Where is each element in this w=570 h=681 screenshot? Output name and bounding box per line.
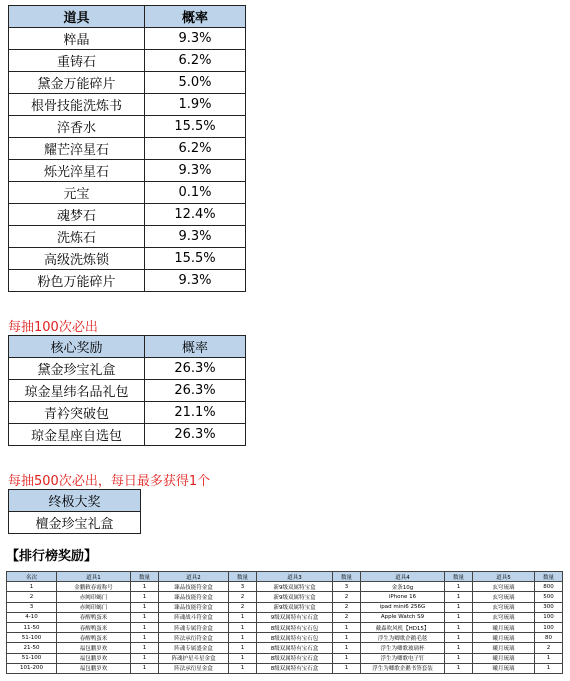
table-cell: 粉色万能碎片: [9, 270, 145, 292]
table-cell: 臻品技能符金盒: [159, 582, 229, 592]
table-cell: 1: [7, 582, 57, 592]
core-reward-table-body: [9, 358, 246, 446]
table-cell: 15.5%: [145, 248, 246, 270]
table-cell: 金鹏敕春霞称号: [57, 582, 131, 592]
table-cell: 21-50: [7, 643, 57, 653]
table-row: [9, 72, 246, 94]
table-cell: 1: [229, 612, 257, 622]
table-cell: 500: [535, 592, 563, 602]
rank-header-cell: 数量: [535, 572, 563, 582]
table-row: [9, 270, 246, 292]
table-cell: 1: [131, 612, 159, 622]
table-cell: 根骨技能洗炼书: [9, 94, 145, 116]
ultimate-prize-value: 檀金珍宝礼盒: [9, 512, 141, 534]
table-cell: 阵魂护星斗星金盒: [159, 653, 229, 663]
table-cell: 臻品技能符金盒: [159, 602, 229, 612]
rank-header-cell: 数量: [445, 572, 473, 582]
table-cell: 1: [131, 622, 159, 632]
table-row: [9, 380, 246, 402]
table-cell: 26.3%: [145, 424, 246, 446]
rank-header-row: [7, 572, 563, 582]
table-cell: 玄穹琉璃: [473, 612, 535, 622]
table-cell: 浮生为卿歌电子钉: [361, 653, 445, 663]
table-cell: 2: [333, 602, 361, 612]
rank-rewards-table: [6, 571, 563, 674]
table-cell: 26.3%: [145, 380, 246, 402]
table-cell: iPhone 16: [361, 592, 445, 602]
table-cell: 6.2%: [145, 50, 246, 72]
table-cell: 曦月琉璃: [473, 643, 535, 653]
table-row: [7, 612, 563, 622]
table-cell: 8级双属特有宝石包: [257, 622, 333, 632]
table-row: [9, 226, 246, 248]
table-cell: 曦月琉璃: [473, 663, 535, 673]
table-cell: 1: [131, 582, 159, 592]
table-cell: 80: [535, 633, 563, 643]
table-cell: 淬香水: [9, 116, 145, 138]
table-header-row: [9, 336, 246, 358]
table-cell: 玄穹琉璃: [473, 602, 535, 612]
table-cell: 浮生为卿歌企鹅毛毯: [361, 633, 445, 643]
table-cell: 3: [229, 582, 257, 592]
table-cell: 福包鹏岁欢: [57, 643, 131, 653]
table-cell: 黛金珍宝礼盒: [9, 358, 145, 380]
table-row: [9, 28, 246, 50]
core-reward-table: [8, 335, 246, 446]
table-row: [9, 182, 246, 204]
note-100-draws: 每抽100次必出: [8, 320, 98, 335]
table-cell: 2: [229, 592, 257, 602]
table-cell: 阵法承衍星金盒: [159, 663, 229, 673]
table-cell: 1: [131, 643, 159, 653]
rank-header-cell: 名次: [7, 572, 57, 582]
table-cell: 粹晶: [9, 28, 145, 50]
table-cell: 1: [535, 653, 563, 663]
table-row: [9, 512, 141, 534]
table-cell: 8级双属特有宝石包: [257, 633, 333, 643]
table-cell: 1: [131, 633, 159, 643]
table-cell: 新9级双属特宝盒: [257, 582, 333, 592]
table-header-row: [9, 490, 141, 512]
table-cell: 21.1%: [145, 402, 246, 424]
table-cell: 洗炼石: [9, 226, 145, 248]
table-row: [9, 402, 246, 424]
table-cell: 1: [333, 643, 361, 653]
table-row: [7, 653, 563, 663]
rank-table-body: [7, 582, 563, 674]
table-cell: 1: [229, 653, 257, 663]
table-cell: 1: [535, 663, 563, 673]
table-row: [9, 358, 246, 380]
rank-header-cell: 数量: [131, 572, 159, 582]
table-row: [9, 248, 246, 270]
table-cell: 曦月琉璃: [473, 653, 535, 663]
table-cell: 戴森吹风机【HD15】: [361, 622, 445, 632]
table-cell: 5.0%: [145, 72, 246, 94]
table-cell: 8级双属特有宝石盒: [257, 643, 333, 653]
table-cell: 1: [333, 663, 361, 673]
table-cell: 6.2%: [145, 138, 246, 160]
header-item: 道具: [9, 6, 145, 28]
header-core-reward: 核心奖励: [9, 336, 145, 358]
table-cell: 玄穹琉璃: [473, 582, 535, 592]
table-cell: 福包鹏岁欢: [57, 663, 131, 673]
table-cell: 1: [229, 633, 257, 643]
table-row: [9, 160, 246, 182]
rank-rewards-title: 【排行榜奖励】: [6, 549, 98, 564]
table-cell: 1: [229, 643, 257, 653]
table-cell: 曦月琉璃: [473, 622, 535, 632]
table-cell: 春醒鸭蛋米: [57, 612, 131, 622]
rank-header-cell: 道具5: [473, 572, 535, 582]
note-500-draws: 每抽500次必出，每日最多获得1个: [8, 474, 211, 489]
table-cell: 烁光淬星石: [9, 160, 145, 182]
table-cell: 琼金星座自选包: [9, 424, 145, 446]
table-cell: 11-50: [7, 622, 57, 632]
table-row: [9, 138, 246, 160]
table-cell: 100: [535, 622, 563, 632]
table-cell: 赤阙印蝎门: [57, 602, 131, 612]
table-cell: 3: [333, 582, 361, 592]
table-cell: 元宝: [9, 182, 145, 204]
table-row: [7, 592, 563, 602]
table-row: [7, 633, 563, 643]
table-cell: 1: [131, 663, 159, 673]
header-ultimate-prize: 终极大奖: [9, 490, 141, 512]
table-cell: 1: [229, 622, 257, 632]
table-cell: 9.3%: [145, 160, 246, 182]
table-cell: 26.3%: [145, 358, 246, 380]
table-cell: 重铸石: [9, 50, 145, 72]
table-cell: 51-100: [7, 633, 57, 643]
table-cell: 2: [333, 612, 361, 622]
table-cell: 2: [7, 592, 57, 602]
table-row: [9, 50, 246, 72]
table-cell: 8级双属特有宝石盒: [257, 653, 333, 663]
table-cell: 9级双属特有宝石盒: [257, 612, 333, 622]
table-row: [7, 643, 563, 653]
table-cell: 12.4%: [145, 204, 246, 226]
table-cell: 1: [333, 622, 361, 632]
table-cell: 300: [535, 602, 563, 612]
rank-header-cell: 道具2: [159, 572, 229, 582]
table-header-row: [9, 6, 246, 28]
table-cell: 曦月琉璃: [473, 633, 535, 643]
table-cell: 3: [7, 602, 57, 612]
table-cell: 2: [229, 602, 257, 612]
table-cell: 耀芒淬星石: [9, 138, 145, 160]
rank-header-cell: 数量: [333, 572, 361, 582]
rank-header-cell: 道具1: [57, 572, 131, 582]
table-cell: 阵魂专属符金盒: [159, 622, 229, 632]
table-cell: 青衿突破包: [9, 402, 145, 424]
table-cell: 15.5%: [145, 116, 246, 138]
table-cell: 1: [131, 592, 159, 602]
table-cell: 2: [535, 643, 563, 653]
table-cell: 阵魂战斗符金盒: [159, 612, 229, 622]
table-cell: 1: [445, 633, 473, 643]
table-cell: 2: [333, 592, 361, 602]
table-row: [7, 663, 563, 673]
table-cell: ipad mini6 256G: [361, 602, 445, 612]
table-cell: 1: [445, 602, 473, 612]
table-cell: 1: [445, 592, 473, 602]
table-cell: 浮生为卿歌玻璃杯: [361, 643, 445, 653]
ultimate-prize-table: [8, 489, 141, 534]
table-cell: 玄穹琉璃: [473, 592, 535, 602]
header-probability: 概率: [145, 336, 246, 358]
table-cell: 琼金星纬名品礼包: [9, 380, 145, 402]
table-cell: 1: [229, 663, 257, 673]
table-cell: 9.3%: [145, 226, 246, 248]
table-cell: 8级双属特有宝石盒: [257, 663, 333, 673]
table-cell: 1: [333, 653, 361, 663]
table-cell: 新9级双属特宝盒: [257, 592, 333, 602]
table-row: [7, 622, 563, 632]
table-cell: 100: [535, 612, 563, 622]
table-cell: 4-10: [7, 612, 57, 622]
table-cell: 1: [445, 643, 473, 653]
table-cell: 800: [535, 582, 563, 592]
table-cell: 魂梦石: [9, 204, 145, 226]
header-probability: 概率: [145, 6, 246, 28]
table-cell: 1: [131, 602, 159, 612]
table-cell: 1.9%: [145, 94, 246, 116]
table-row: [9, 116, 246, 138]
probability-table-body: [9, 28, 246, 292]
table-cell: 金条10g: [361, 582, 445, 592]
table-cell: 101-200: [7, 663, 57, 673]
table-row: [9, 424, 246, 446]
table-cell: 春醒鸭蛋米: [57, 622, 131, 632]
table-cell: Apple Watch S9: [361, 612, 445, 622]
table-cell: 9.3%: [145, 28, 246, 50]
table-cell: 臻品技能符金盒: [159, 592, 229, 602]
table-cell: 1: [445, 582, 473, 592]
table-row: [9, 94, 246, 116]
rank-header-cell: 道具4: [361, 572, 445, 582]
table-cell: 赤阙印蝎门: [57, 592, 131, 602]
table-cell: 浮生为卿歌企鹅书签套装: [361, 663, 445, 673]
table-cell: 阵魂专属盛金盒: [159, 643, 229, 653]
table-cell: 1: [445, 612, 473, 622]
table-cell: 1: [445, 663, 473, 673]
table-cell: 高级洗炼锁: [9, 248, 145, 270]
table-row: [7, 602, 563, 612]
table-cell: 9.3%: [145, 270, 246, 292]
table-cell: 1: [445, 622, 473, 632]
probability-table: [8, 5, 246, 292]
table-cell: 福包鹏岁欢: [57, 653, 131, 663]
table-row: [7, 582, 563, 592]
table-cell: 黛金万能碎片: [9, 72, 145, 94]
table-cell: 春醒鸭蛋米: [57, 633, 131, 643]
table-cell: 1: [131, 653, 159, 663]
table-cell: 51-100: [7, 653, 57, 663]
table-cell: 1: [333, 633, 361, 643]
table-cell: 新9级双属特宝盒: [257, 602, 333, 612]
table-row: [9, 204, 246, 226]
table-cell: 1: [445, 653, 473, 663]
rank-header-cell: 数量: [229, 572, 257, 582]
table-cell: 0.1%: [145, 182, 246, 204]
rank-header-cell: 道具3: [257, 572, 333, 582]
table-cell: 阵法承衍符金盒: [159, 633, 229, 643]
